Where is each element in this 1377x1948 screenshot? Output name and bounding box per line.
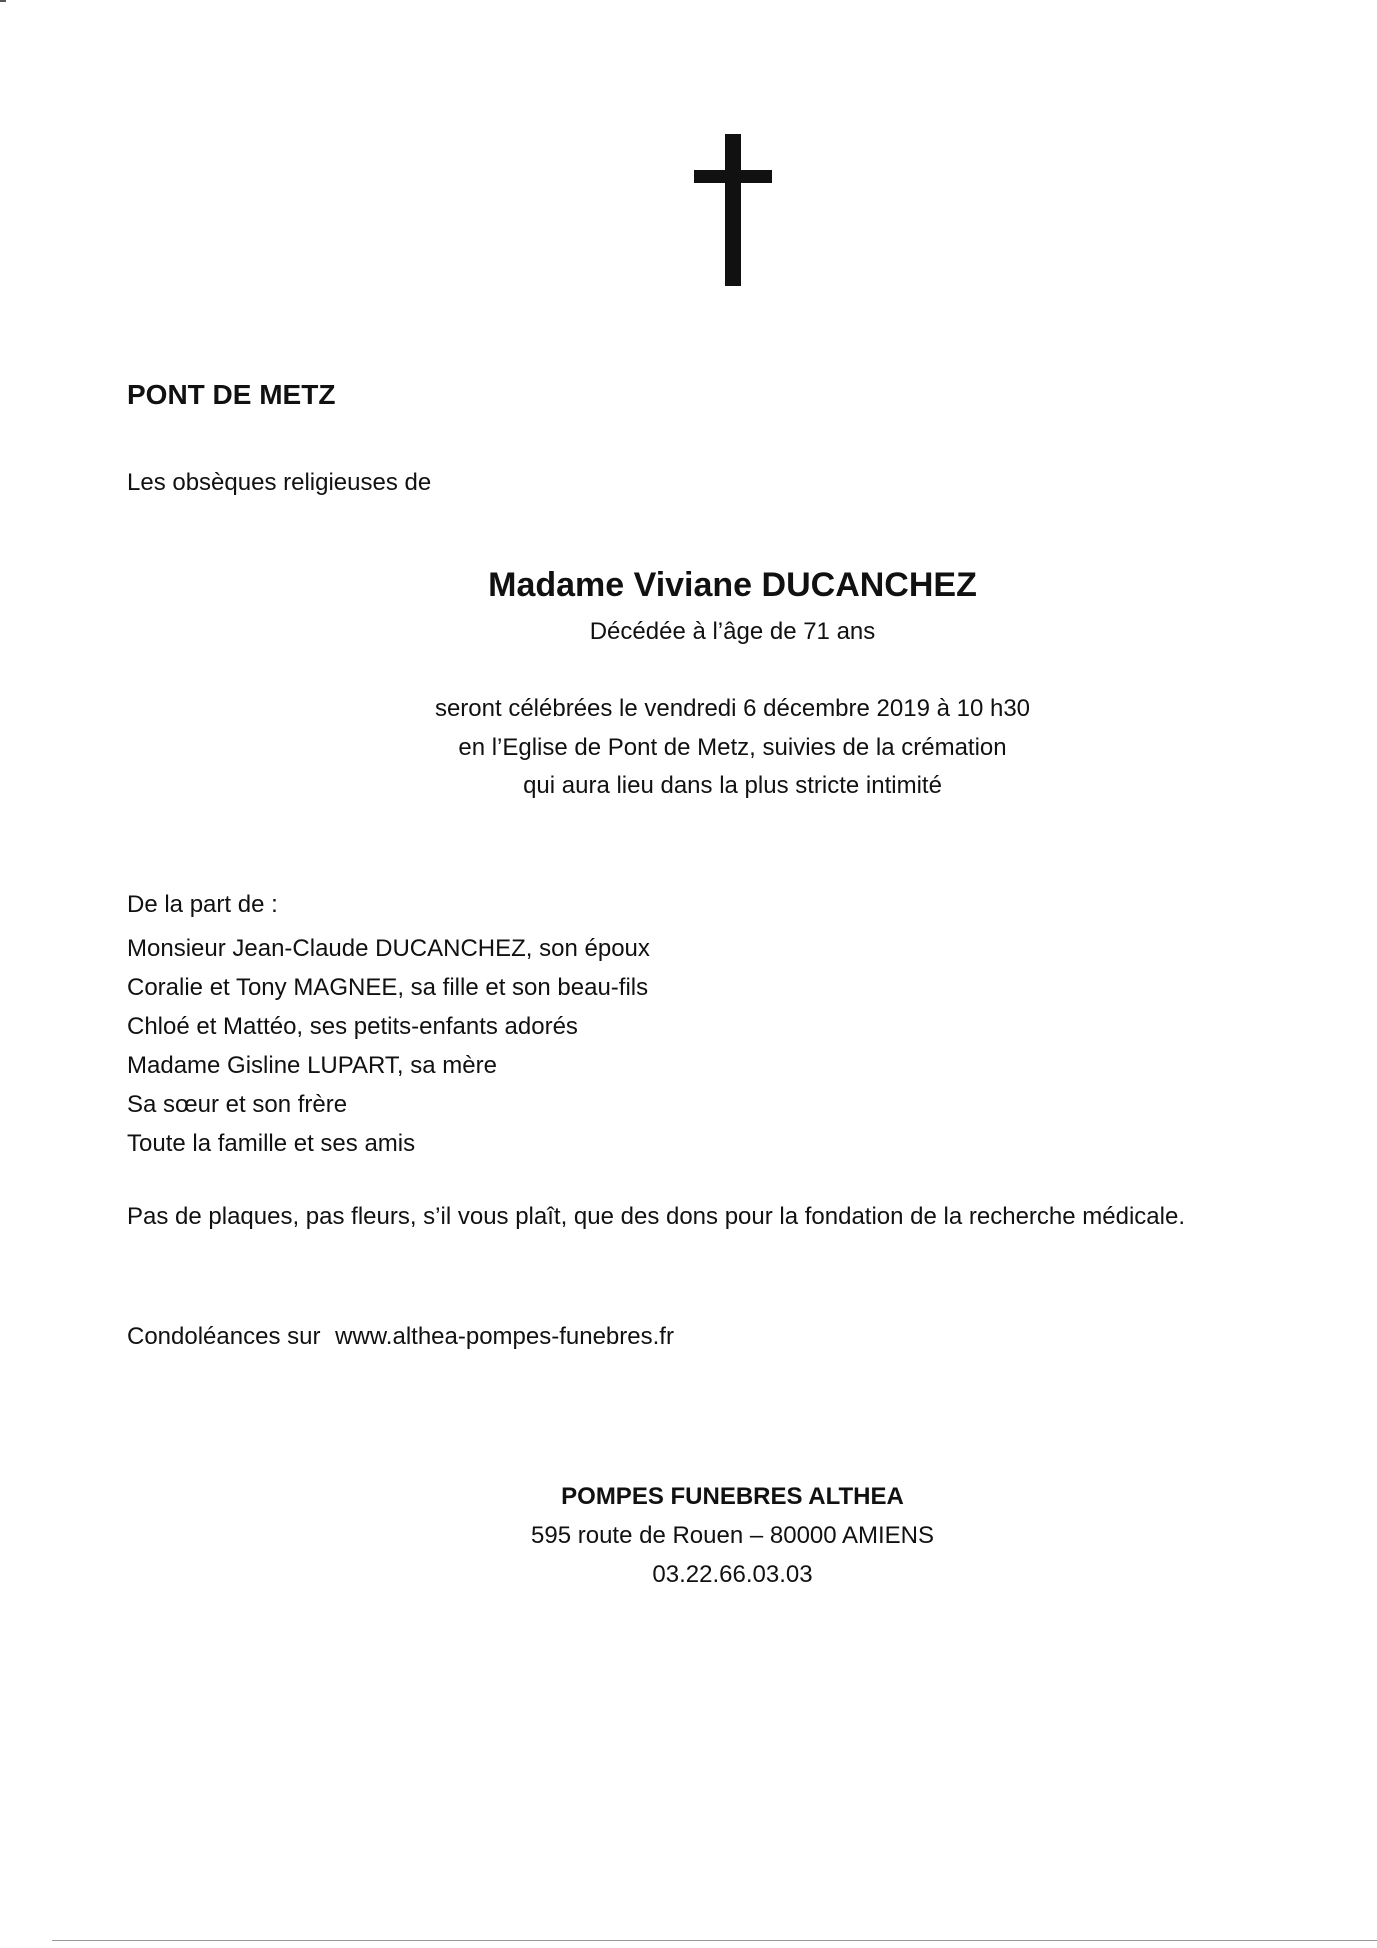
scan-mark [0,0,6,2]
funeral-home-address: 595 route de Rouen – 80000 AMIENS [531,1522,934,1549]
donation-request: Pas de plaques, pas fleurs, s’il vous plaît, que des dons pour la fondation de la recherche médicale. [127,1203,1185,1230]
family-member: Coralie et Tony MAGNEE, sa fille et son beau-fils [127,974,649,1001]
deceased-age: Décédée à l’âge de 71 ans [589,618,876,645]
family-member: Toute la famille et ses amis [127,1130,416,1157]
family-list [127,929,650,1163]
family-intro: De la part de : [127,891,278,918]
cross-icon [694,134,772,286]
ceremony-line-intimacy: qui aura lieu dans la plus stricte intimité [523,772,942,799]
ceremony-line-church: en l’Eglise de Pont de Metz, suivies de la crémation [458,734,1007,761]
deceased-name: Madame Viviane DUCANCHEZ [488,566,977,604]
family-member: Sa sœur et son frère [127,1091,348,1118]
cross-horizontal-bar [694,170,772,183]
family-member: Monsieur Jean-Claude DUCANCHEZ, son époux [127,935,650,962]
bottom-rule [52,1940,1377,1941]
intro-text: Les obsèques religieuses de [127,469,432,496]
family-member: Chloé et Mattéo, ses petits-enfants adorés [127,1013,578,1040]
funeral-home-phone: 03.22.66.03.03 [652,1561,813,1588]
funeral-home-name: POMPES FUNEBRES ALTHEA [561,1483,904,1510]
family-member: Madame Gisline LUPART, sa mère [127,1052,497,1079]
condolences-url: www.althea-pompes-funebres.fr [335,1323,674,1350]
place-heading: PONT DE METZ [127,379,336,410]
ceremony-line-date: seront célébrées le vendredi 6 décembre 2019 à 10 h30 [434,695,1031,722]
condolences-line [127,1322,674,1352]
condolences-label: Condoléances sur [127,1323,321,1350]
cross-vertical-bar [725,134,741,286]
